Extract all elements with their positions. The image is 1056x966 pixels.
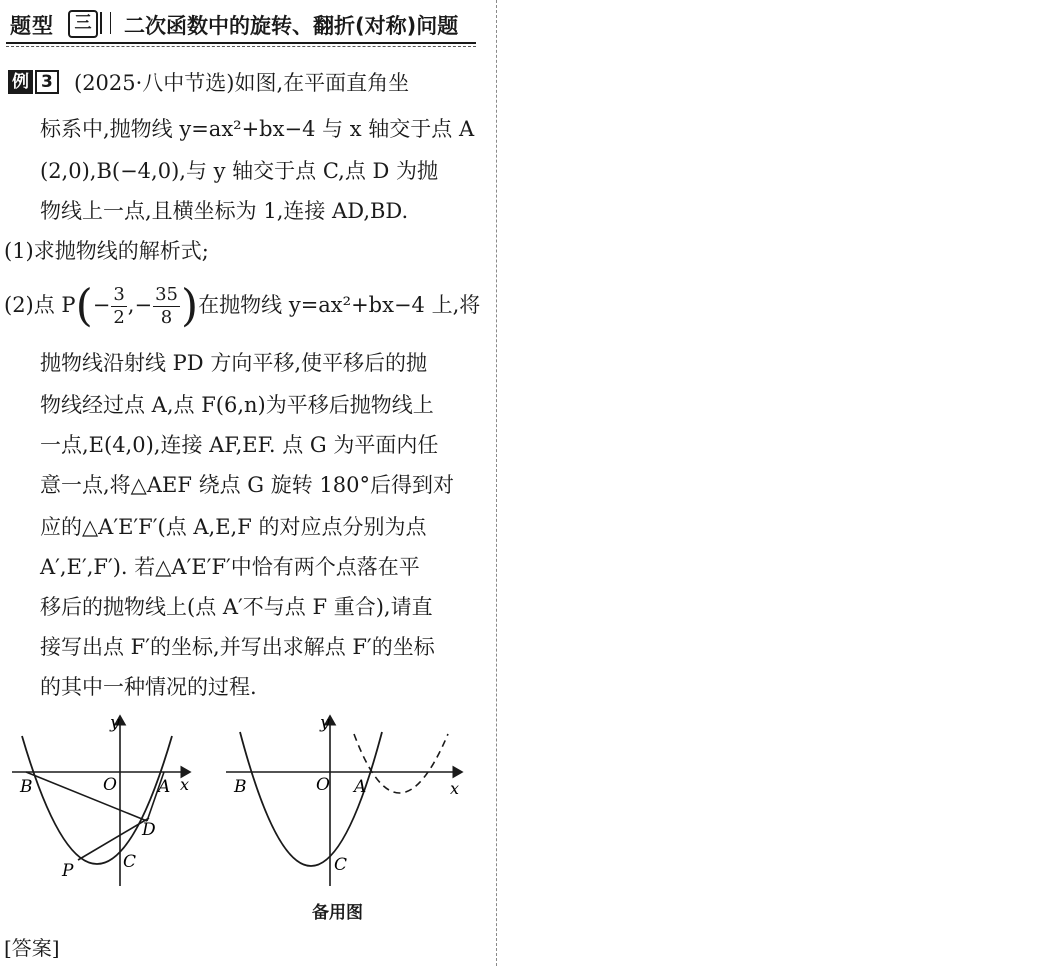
header-rule <box>6 42 476 44</box>
label-b: B <box>234 777 247 797</box>
p-y-numerator: 35 <box>155 284 178 305</box>
part2-line-4: 意一点,将△AEF 绕点 G 旋转 180°后得到对 <box>40 473 454 497</box>
label-x: x <box>450 779 460 798</box>
label-d: D <box>142 820 156 840</box>
figure-2 <box>222 710 472 890</box>
label-b: B <box>20 777 33 797</box>
problem-line-3: (2,0),B(−4,0),与 y 轴交于点 C,点 D 为抛 <box>40 159 439 183</box>
label-c: C <box>334 855 348 875</box>
problem-line-4: 物线上一点,且横坐标为 1,连接 AD,BD. <box>40 199 409 223</box>
label-a: A <box>354 777 367 797</box>
label-o: O <box>103 775 117 795</box>
header-rule-dashed <box>6 46 476 47</box>
p-x-denominator: 2 <box>113 307 125 328</box>
label-y: y <box>320 713 330 733</box>
label-a: A <box>158 777 171 797</box>
part2-line-3: 一点,E(4,0),连接 AF,EF. 点 G 为平面内任 <box>40 433 439 457</box>
p-x-numerator: 3 <box>113 284 125 305</box>
example-tag <box>8 70 59 94</box>
label-o: O <box>316 775 330 795</box>
question-part-2-first-line: (2)点 P(− $\frac{3}{2}$ ,− $\frac{35}{8}$ )在抛物线 y=ax²+bx−4 上,将 <box>4 280 481 332</box>
problem-line-2: 标系中,抛物线 y=ax²+bx−4 与 x 轴交于点 A <box>40 117 475 141</box>
figure-2-caption: 备用图 <box>312 903 363 923</box>
part2-line-8: 接写出点 F′的坐标,并写出求解点 F′的坐标 <box>40 635 435 659</box>
part2-line-5: 应的△A′E′F′(点 A,E,F 的对应点分别为点 <box>40 515 427 539</box>
p-x-fraction <box>111 284 126 329</box>
answer-label: [答案] <box>4 936 60 960</box>
problem-line-1: (2025·八中节选)如图,在平面直角坐 <box>74 71 410 95</box>
problem-column <box>0 0 498 966</box>
section-header <box>6 6 476 40</box>
right-paren: ) <box>180 280 199 332</box>
header-title: 二次函数中的旋转、翻折(对称)问题 <box>124 14 459 38</box>
question-part-1: (1)求抛物线的解析式; <box>4 239 209 263</box>
label-c: C <box>123 852 137 872</box>
part2-line-7: 移后的抛物线上(点 A′不与点 F 重合),请直 <box>40 595 433 619</box>
header-number-badge: 三 <box>68 10 98 38</box>
left-paren: ( <box>75 280 93 332</box>
label-p: P <box>62 861 74 881</box>
example-tag-number: 3 <box>35 70 59 94</box>
segment-bd <box>26 772 147 821</box>
part2-line-6: A′,E′,F′). 若△A′E′F′中恰有两个点落在平 <box>40 555 420 579</box>
p-y-denominator: 8 <box>160 307 173 328</box>
segment-pd <box>78 818 149 860</box>
part2-line-1: 抛物线沿射线 PD 方向平移,使平移后的抛 <box>40 351 427 375</box>
figure-1 <box>8 710 198 890</box>
example-tag-label: 例 <box>8 70 33 94</box>
p-y-fraction <box>153 284 180 329</box>
header-label: 题型 <box>10 14 54 38</box>
header-divider-icon <box>100 12 111 34</box>
part2-prefix: (2)点 P <box>4 293 76 317</box>
part2-suffix: 在抛物线 y=ax²+bx−4 上,将 <box>198 293 481 317</box>
translated-parabola <box>354 734 448 793</box>
column-divider <box>496 0 497 966</box>
part2-line-2: 物线经过点 A,点 F(6,n)为平移后抛物线上 <box>40 393 434 417</box>
label-y: y <box>110 713 120 733</box>
label-x: x <box>180 775 190 794</box>
parabola <box>240 732 382 866</box>
part2-line-9: 的其中一种情况的过程. <box>40 675 257 699</box>
